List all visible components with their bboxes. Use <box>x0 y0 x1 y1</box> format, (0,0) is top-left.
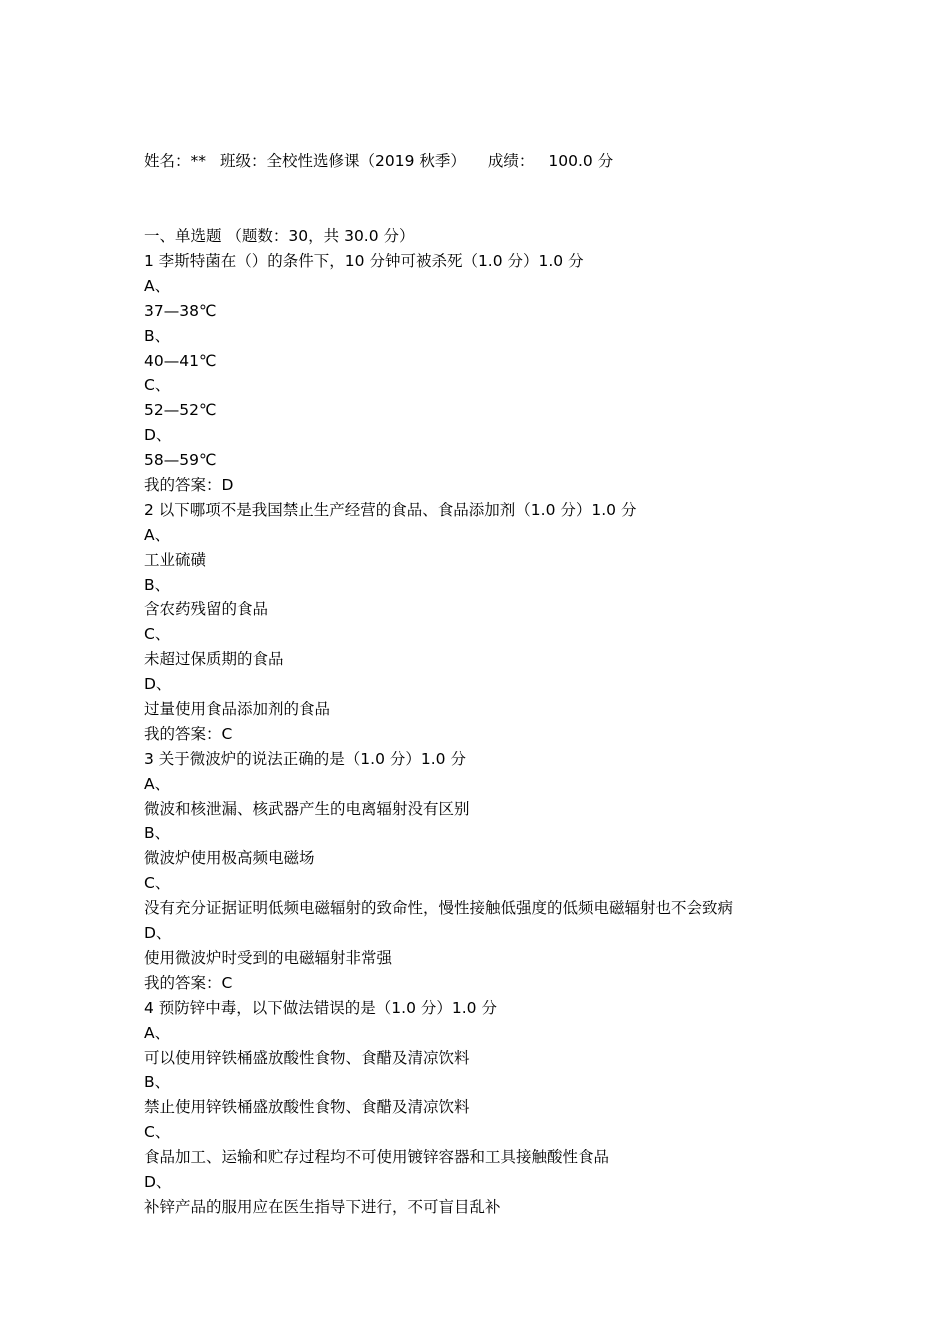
student-name: 姓名：** <box>144 152 207 170</box>
option-text: 补锌产品的服用应在医生指导下进行，不可盲目乱补 <box>144 1197 501 1216</box>
option-text: 58—59℃ <box>144 451 217 470</box>
option-text: 可以使用锌铁桶盛放酸性食物、食醋及清凉饮料 <box>144 1048 470 1067</box>
option-text: 37—38℃ <box>144 301 217 320</box>
option-letter: C、 <box>144 1123 171 1142</box>
class-name: 班级：全校性选修课（2019 秋季） <box>220 152 466 170</box>
question-2 <box>144 498 904 747</box>
question-title: 1 李斯特菌在（）的条件下，10 分钟可被杀死（1.0 分）1.0 分 <box>144 252 584 270</box>
option-letter: B、 <box>144 1073 171 1092</box>
option-text: 含农药残留的食品 <box>144 600 269 619</box>
my-answer: 我的答案：C <box>144 973 233 992</box>
option-letter: D、 <box>144 924 172 943</box>
question-title: 3 关于微波炉的说法正确的是（1.0 分）1.0 分 <box>144 749 466 768</box>
option-letter: C、 <box>144 376 171 395</box>
option-text: 微波和核泄漏、核武器产生的电离辐射没有区别 <box>144 799 470 818</box>
option-letter: A、 <box>144 1023 171 1042</box>
option-letter: D、 <box>144 426 172 445</box>
option-letter: D、 <box>144 1172 172 1191</box>
my-answer: 我的答案：C <box>144 724 233 743</box>
option-text: 40—41℃ <box>144 351 217 370</box>
option-text: 食品加工、运输和贮存过程均不可使用镀锌容器和工具接触酸性食品 <box>144 1148 610 1167</box>
question-1 <box>144 249 904 498</box>
option-text: 52—52℃ <box>144 401 217 420</box>
option-text: 禁止使用锌铁桶盛放酸性食物、食醋及清凉饮料 <box>144 1098 470 1117</box>
option-letter: B、 <box>144 824 171 843</box>
question-3 <box>144 747 904 996</box>
option-text: 没有充分证据证明低频电磁辐射的致命性，慢性接触低强度的低频电磁辐射也不会致病 <box>144 899 734 918</box>
question-4 <box>144 996 904 1220</box>
option-letter: C、 <box>144 625 171 644</box>
option-letter: D、 <box>144 675 172 694</box>
option-text: 工业硫磺 <box>144 550 207 569</box>
option-letter: B、 <box>144 326 171 345</box>
option-text: 微波炉使用极高频电磁场 <box>144 849 315 868</box>
question-title: 2 以下哪项不是我国禁止生产经营的食品、食品添加剂（1.0 分）1.0 分 <box>144 500 637 519</box>
student-info-header <box>144 148 904 174</box>
option-text: 过量使用食品添加剂的食品 <box>144 700 331 719</box>
option-text: 使用微波炉时受到的电磁辐射非常强 <box>144 948 393 967</box>
option-letter: A、 <box>144 525 171 544</box>
option-letter: C、 <box>144 874 171 893</box>
my-answer: 我的答案：D <box>144 476 234 495</box>
score-value: 100.0 分 <box>548 152 614 170</box>
question-title: 4 预防锌中毒，以下做法错误的是（1.0 分）1.0 分 <box>144 998 497 1017</box>
score-label: 成绩： <box>487 152 535 170</box>
option-letter: A、 <box>144 774 171 793</box>
option-text: 未超过保质期的食品 <box>144 650 284 669</box>
option-letter: B、 <box>144 575 171 594</box>
section-title: 一、单选题 （题数：30，共 30.0 分） <box>144 227 415 245</box>
document-page <box>144 148 904 1220</box>
option-letter: A、 <box>144 276 171 295</box>
